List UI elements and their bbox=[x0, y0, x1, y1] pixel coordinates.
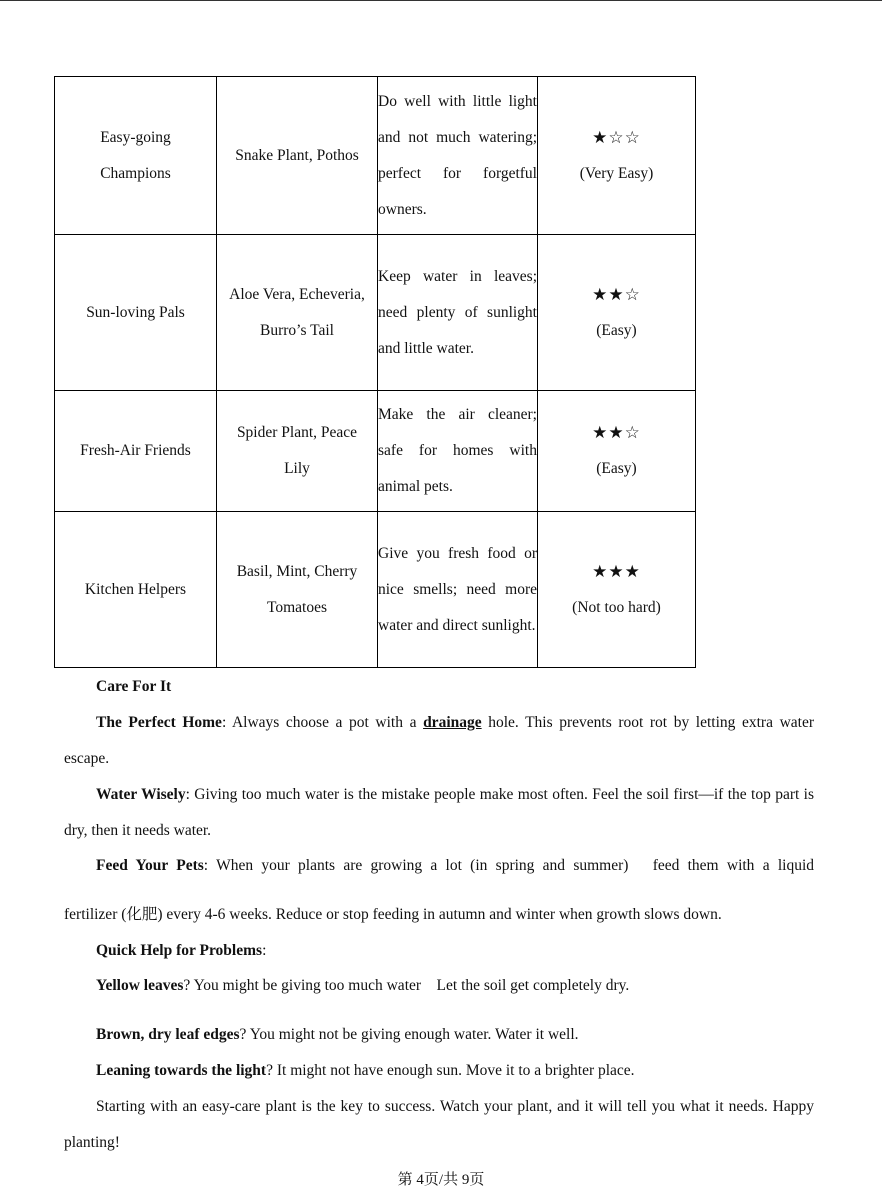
problem-yellow-leaves: Yellow leaves? You might be giving too much water Let the soil get completely dry. bbox=[96, 977, 630, 994]
star-rating: ★★★ bbox=[592, 561, 641, 582]
drainage-term: drainage bbox=[423, 714, 482, 731]
difficulty-cell bbox=[538, 235, 696, 391]
table-row bbox=[55, 512, 696, 668]
difficulty-cell bbox=[538, 512, 696, 668]
difficulty-label: (Easy) bbox=[596, 321, 637, 339]
category-cell: Easy-going Champions bbox=[55, 77, 217, 235]
difficulty-cell bbox=[538, 391, 696, 512]
star-rating: ★★☆ bbox=[592, 284, 641, 305]
difficulty-cell bbox=[538, 77, 696, 235]
top-rule bbox=[0, 0, 882, 1]
table-row bbox=[55, 77, 696, 235]
problem-brown-edges: Brown, dry leaf edges? You might not be giving enough water. Water it well. bbox=[96, 1026, 579, 1043]
difficulty-label: (Very Easy) bbox=[579, 164, 654, 182]
description-cell: Do well with little light and not much watering; perfect for forgetful owners. bbox=[378, 77, 538, 235]
plants-cell: Spider Plant, Peace Lily bbox=[217, 391, 378, 512]
category-cell: Sun-loving Pals bbox=[55, 235, 217, 391]
category-cell: Fresh-Air Friends bbox=[55, 391, 217, 512]
table-row bbox=[55, 391, 696, 512]
description-cell: Give you fresh food or nice smells; need more water and direct sunlight. bbox=[378, 512, 538, 668]
page-number: 第 4页/共 9页 bbox=[397, 1172, 485, 1188]
feed-pets-line-2: fertilizer (化肥) every 4-6 weeks. Reduce or stop feeding in autumn and winter when growth slows down. bbox=[64, 906, 722, 923]
difficulty-label: (Easy) bbox=[596, 460, 637, 477]
description-cell: Keep water in leaves; need plenty of sunlight and little water. bbox=[378, 235, 538, 391]
description-cell: Make the air cleaner; safe for homes with animal pets. bbox=[378, 391, 538, 512]
quick-help-heading: Quick Help for Problems: bbox=[96, 942, 267, 959]
feed-pets-title: Feed Your Pets bbox=[96, 857, 204, 874]
star-rating: ★☆☆ bbox=[592, 127, 641, 148]
plants-cell: Aloe Vera, Echeveria, Burro’s Tail bbox=[217, 235, 378, 391]
feed-pets-line-1: Feed Your Pets: When your plants are growing a lot (in spring and summer) feed them with a liquid bbox=[96, 857, 815, 874]
perfect-home-title: The Perfect Home bbox=[96, 714, 222, 731]
star-rating: ★★☆ bbox=[592, 423, 641, 443]
closing-paragraph: Starting with an easy-care plant is the key to success. Watch your plant, and it will tell you what it needs. Happy planting! bbox=[64, 1098, 814, 1151]
plants-cell: Snake Plant, Pothos bbox=[217, 77, 378, 235]
plants-cell: Basil, Mint, Cherry Tomatoes bbox=[217, 512, 378, 668]
difficulty-label: (Not too hard) bbox=[572, 598, 661, 616]
plant-types-table bbox=[54, 76, 696, 668]
water-wisely-paragraph: Water Wisely: Giving too much water is the mistake people make most often. Feel the soil first—if the top part is dry, then it needs water. bbox=[64, 786, 814, 839]
perfect-home-paragraph: The Perfect Home: Always choose a pot with a drainage hole. This prevents root rot by letting extra water escape. bbox=[64, 714, 814, 767]
care-heading: Care For It bbox=[96, 678, 172, 695]
water-wisely-title: Water Wisely bbox=[96, 786, 186, 803]
problem-leaning: Leaning towards the light? It might not have enough sun. Move it to a brighter place. bbox=[96, 1062, 635, 1079]
table-row bbox=[55, 235, 696, 391]
category-cell: Kitchen Helpers bbox=[55, 512, 217, 668]
